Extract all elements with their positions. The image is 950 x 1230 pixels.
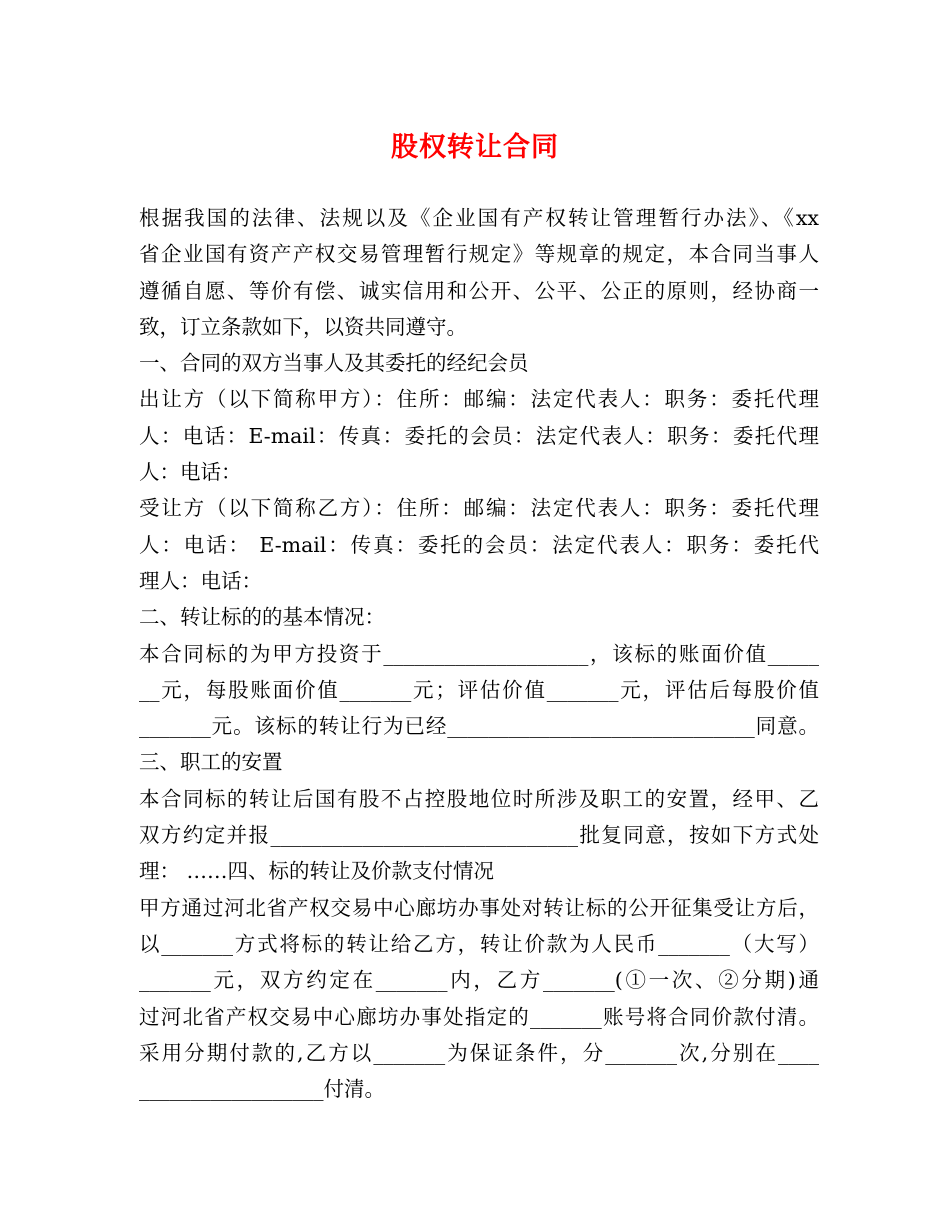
document-line: 甲方通过河北省产权交易中心廊坊办事处对转让标的公开征集受让方后，: [139, 895, 819, 920]
document-line: 二、转让标的的基本情况：: [139, 605, 385, 630]
document-line: 以_______方式将标的转让给乙方，转让价款为人民币_______（大写）: [139, 931, 819, 956]
document-line: 理人：电话：: [139, 568, 262, 593]
document-line: _______元，双方约定在_______内，乙方_______(①一次、②分期)通: [139, 968, 819, 993]
document-line: 一、合同的双方当事人及其委托的经纪会员: [139, 351, 529, 376]
document-line: _______元。该标的转让行为已经______________________________同意。: [139, 714, 819, 739]
document-line: 出让方（以下简称甲方）：住所：邮编：法定代表人：职务：委托代理: [139, 387, 819, 412]
document-line: 人：电话：E-mail：传真：委托的会员：法定代表人：职务：委托代理: [139, 423, 819, 448]
document-line: 人：电话：: [139, 460, 242, 485]
document-line: 省企业国有资产产权交易管理暂行规定》等规章的规定，本合同当事人: [139, 242, 819, 267]
document-title: 股权转让合同: [391, 132, 559, 163]
document-line: 受让方（以下简称乙方）：住所：邮编：法定代表人：职务：委托代理: [139, 496, 819, 521]
document-body: [139, 200, 819, 1107]
document-line: 双方约定并报______________________________批复同意，按如下方式处: [139, 823, 819, 848]
document-line: 采用分期付款的,乙方以_______为保证条件，分_______次,分别在____: [139, 1040, 819, 1065]
document-line: __________________付清。: [139, 1077, 385, 1102]
document-line: 过河北省产权交易中心廊坊办事处指定的_______账号将合同价款付清。: [139, 1004, 819, 1029]
document-line: 人：电话： E-mail：传真：委托的会员：法定代表人：职务：委托代: [139, 532, 819, 557]
document-line: 根据我国的法律、法规以及《企业国有产权转让管理暂行办法》、《xx: [139, 206, 819, 230]
document-line: 遵循自愿、等价有偿、诚实信用和公开、公平、公正的原则，经协商一: [139, 278, 819, 303]
document-line: 本合同标的为甲方投资于____________________，该标的账面价值_____: [139, 641, 819, 666]
document-line: 致，订立条款如下，以资共同遵守。: [139, 314, 467, 339]
document-line: 本合同标的转让后国有股不占控股地位时所涉及职工的安置，经甲、乙: [139, 786, 819, 811]
document-line: 三、职工的安置: [139, 750, 283, 775]
document-line: 理： ……四、标的转让及价款支付情况: [139, 859, 495, 884]
document-line: __元，每股账面价值_______元；评估价值_______元，评估后每股价值: [139, 677, 819, 702]
